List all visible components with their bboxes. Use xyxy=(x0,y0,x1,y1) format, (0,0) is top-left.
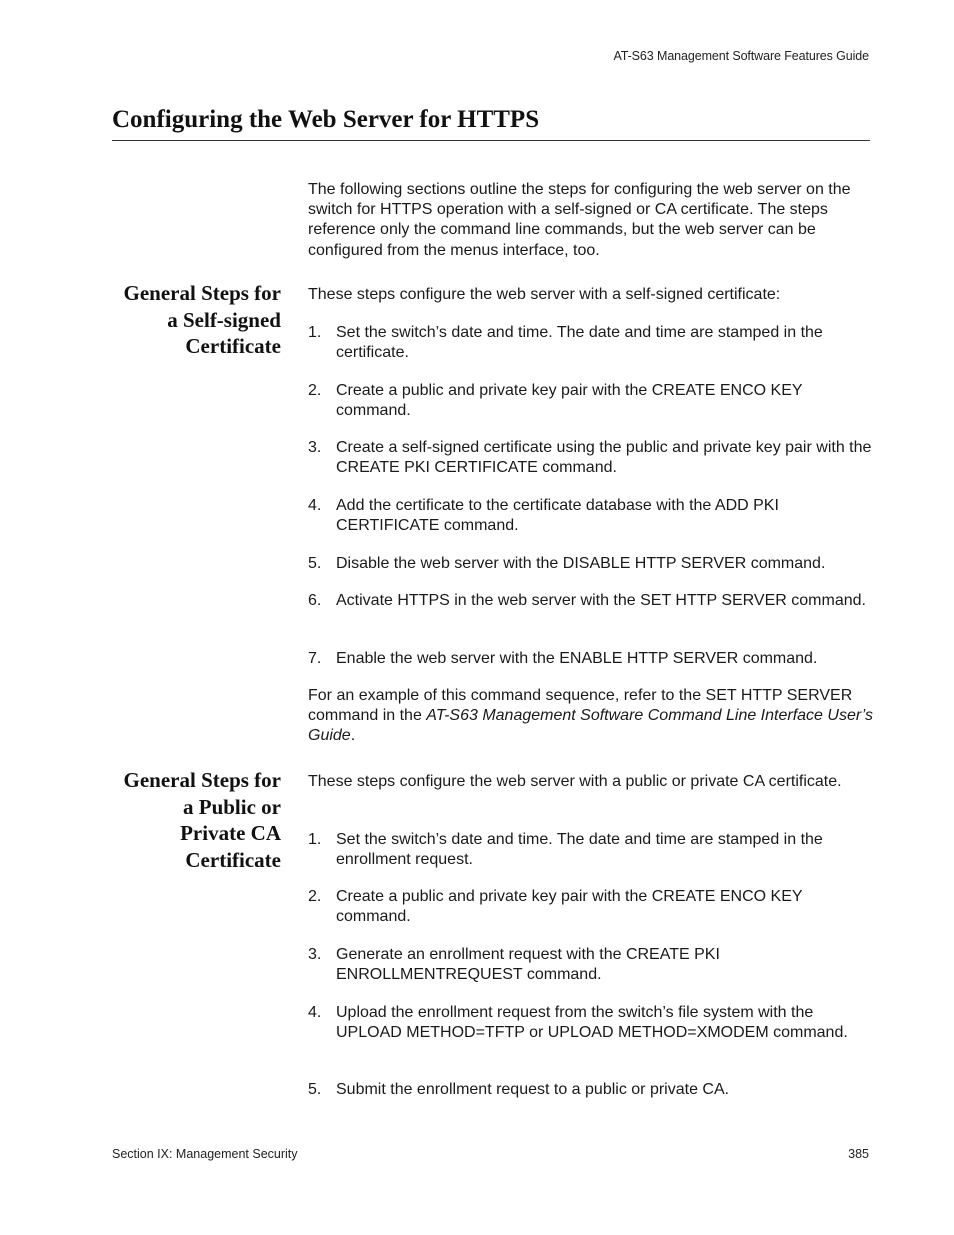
list-item xyxy=(308,323,874,363)
heading-line: Private CA xyxy=(180,821,281,845)
step-number: 2. xyxy=(308,888,322,905)
step-text: Disable the web server with the DISABLE HTTP SERVER command. xyxy=(336,555,826,572)
list-item xyxy=(308,496,874,536)
step-number: 1. xyxy=(308,324,322,341)
heading-line: General Steps for xyxy=(123,281,281,305)
step-number: 4. xyxy=(308,1004,322,1021)
footer-section: Section IX: Management Security xyxy=(112,1147,298,1161)
example-paragraph xyxy=(308,686,874,747)
step-number: 3. xyxy=(308,946,322,963)
example-suffix: . xyxy=(350,727,356,745)
heading-line: Certificate xyxy=(185,847,281,872)
step-number: 6. xyxy=(308,592,322,609)
list-item xyxy=(308,381,874,421)
heading-line: a Public or xyxy=(183,794,281,819)
section-heading-ca xyxy=(100,767,281,873)
step-text: Upload the enrollment request from the switch’s file system with the UPLOAD METHOD=TFTP or UPLOAD METHOD=XMODEM command. xyxy=(336,1004,848,1042)
list-item xyxy=(308,649,874,669)
step-number: 2. xyxy=(308,382,322,399)
list-item xyxy=(308,1080,874,1100)
step-text: Add the certificate to the certificate database with the ADD PKI CERTIFICATE command. xyxy=(336,497,779,535)
chapter-title: Configuring the Web Server for HTTPS xyxy=(112,106,540,133)
step-text: Set the switch’s date and time. The date and time are stamped in the certificate. xyxy=(336,324,823,362)
list-item xyxy=(308,438,874,478)
step-number: 3. xyxy=(308,439,322,456)
step-text: Submit the enrollment request to a public or private CA. xyxy=(336,1081,730,1098)
example-prefix: For an example of this command sequence, refer to the SET HTTP SERVER command in the xyxy=(308,687,853,725)
step-number: 4. xyxy=(308,497,322,514)
list-item xyxy=(308,1003,874,1043)
intro-block xyxy=(308,180,874,261)
step-text: Generate an enrollment request with the CREATE PKI ENROLLMENTREQUEST command. xyxy=(336,946,720,984)
step-text: Set the switch’s date and time. The date and time are stamped in the enrollment request. xyxy=(336,831,823,869)
list-item xyxy=(308,945,874,985)
self-signed-lead-block xyxy=(308,285,874,305)
step-text: Create a public and private key pair with the CREATE ENCO KEY command. xyxy=(336,382,803,420)
step-text: Activate HTTPS in the web server with the SET HTTP SERVER command. xyxy=(336,592,866,609)
list-item xyxy=(308,554,874,574)
running-header: AT-S63 Management Software Features Guide xyxy=(613,49,869,63)
step-text: Enable the web server with the ENABLE HTTP SERVER command. xyxy=(336,650,818,667)
heading-line: Certificate xyxy=(185,334,281,358)
list-item xyxy=(308,887,874,927)
step-text: Create a self-signed certificate using the public and private key pair with the CREATE PKI CERTIFICATE command. xyxy=(336,439,872,477)
section-heading-self-signed xyxy=(100,280,281,360)
step-number: 1. xyxy=(308,831,322,848)
step-text: Create a public and private key pair with the CREATE ENCO KEY command. xyxy=(336,888,803,926)
self-signed-example-block xyxy=(308,686,874,747)
title-rule xyxy=(112,140,870,141)
example-book-title: AT-S63 Management Software Command Line Interface User’s Guide xyxy=(308,707,874,745)
step-number: 5. xyxy=(308,555,322,572)
page-number: 385 xyxy=(848,1147,869,1161)
ca-lead: These steps configure the web server with a public or private CA certificate. xyxy=(308,773,842,790)
ca-lead-block xyxy=(308,772,874,792)
step-number: 5. xyxy=(308,1081,322,1098)
list-item xyxy=(308,591,874,611)
list-item xyxy=(308,830,874,870)
step-number: 7. xyxy=(308,650,322,667)
heading-line: a Self-signed xyxy=(167,307,281,332)
self-signed-lead: These steps configure the web server with a self-signed certificate: xyxy=(308,286,781,303)
heading-line: General Steps for xyxy=(123,768,281,792)
intro-paragraph: The following sections outline the steps for configuring the web server on the switch for HTTPS operation with a self-signed or CA certificate. The steps reference only the command line commands, but the web server can be configured from the menus interface, too. xyxy=(308,181,851,259)
